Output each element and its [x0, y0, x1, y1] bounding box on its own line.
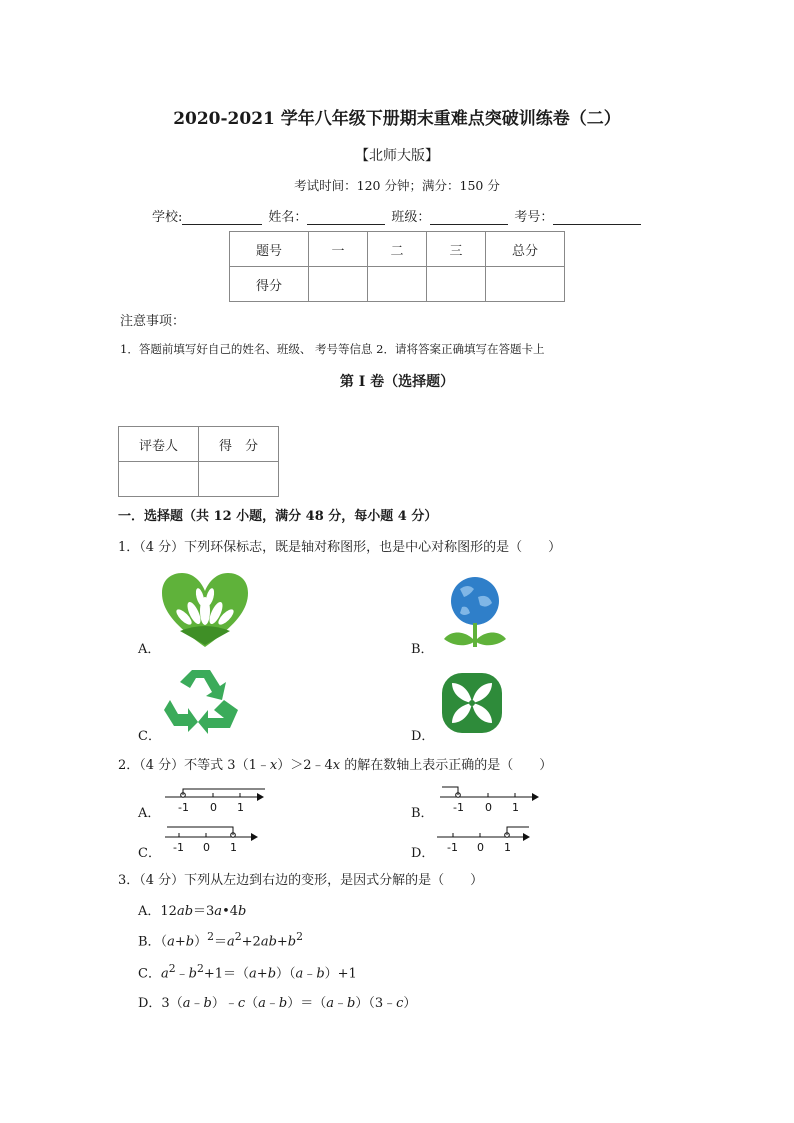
tick-label: 0 — [477, 841, 484, 853]
tick-label: 0 — [210, 801, 217, 813]
grader-cell[interactable] — [119, 462, 199, 497]
score-header-cell: 总分 — [486, 232, 565, 267]
number-line-b — [440, 785, 540, 813]
q3-d-var: a — [258, 996, 266, 1011]
q3-a-var: a — [214, 904, 223, 919]
q3-c-part: ﹣ — [175, 966, 189, 982]
q2-option-d-label: D． — [411, 846, 435, 861]
score-row-label: 得分 — [230, 267, 309, 302]
q3-option-b — [138, 930, 303, 949]
question-3-stem: 3．（4 分）下列从左边到右边的变形，是因式分解的是（ ） — [118, 873, 484, 888]
q3-d-part: ﹣ — [334, 996, 348, 1011]
school-label: 学校: — [152, 210, 183, 225]
q3-b-var: b — [287, 934, 297, 950]
score-header-cell: 二 — [368, 232, 427, 267]
q3-b-exp: 2 — [207, 930, 214, 943]
tick-label: -1 — [173, 841, 184, 853]
q2-stem-var: x — [269, 758, 278, 773]
q3-b-var: b — [185, 934, 195, 950]
q2-option-b-label: B． — [411, 806, 434, 821]
four-leaf-icon — [440, 671, 504, 735]
name-blank[interactable] — [307, 211, 385, 225]
leaf-heart-icon — [160, 571, 250, 649]
name-label: 姓名： — [268, 210, 308, 225]
tick-label: 0 — [203, 841, 210, 853]
question-1-stem: 1．（4 分）下列环保标志，既是轴对称图形，也是中心对称图形的是（ ） — [118, 540, 562, 555]
q3-b-var: ab — [260, 934, 277, 950]
q3-d-part: ）﹣ — [211, 996, 238, 1011]
q3-d-part: ﹣ — [190, 996, 204, 1011]
q3-c-part: ）+1 — [324, 966, 357, 982]
q3-b-var: a — [167, 934, 175, 950]
score-header-cell: 一 — [309, 232, 368, 267]
q3-option-a — [138, 900, 246, 919]
recycle-icon — [162, 666, 242, 736]
question-2-stem — [118, 754, 552, 773]
q3-d-part: D．3（ — [138, 996, 183, 1011]
q2-stem-part: ）＞2﹣4 — [277, 758, 333, 773]
q3-b-part: B．（ — [138, 934, 168, 950]
q3-c-exp: 2 — [196, 962, 204, 975]
q3-option-c — [138, 962, 357, 981]
time-info: 考试时间：120 分钟；满分：150 分 — [294, 178, 500, 193]
edition-label: 【北师大版】 — [355, 148, 439, 164]
q3-b-part: ＝ — [213, 934, 227, 950]
notes-title: 注意事项： — [120, 314, 186, 329]
student-info-line — [152, 206, 641, 225]
q2-option-a-label: A． — [138, 806, 161, 821]
tick-label: 1 — [512, 801, 519, 813]
q3-d-part: ）＝（ — [287, 996, 327, 1011]
school-blank[interactable] — [182, 211, 262, 225]
tick-label: 1 — [230, 841, 237, 853]
q3-b-part: ） — [194, 934, 208, 950]
q3-d-part: ）（3﹣ — [355, 996, 397, 1011]
q3-c-exp: 2 — [168, 962, 176, 975]
q2-option-c-label: C． — [138, 846, 161, 861]
number-line-d — [437, 825, 532, 853]
q3-a-part: A．12 — [138, 904, 177, 919]
score-cell[interactable] — [427, 267, 486, 302]
q3-d-var: b — [278, 996, 288, 1011]
exam-title: 2020-2021 学年八年级下册期末重难点突破训练卷（二） — [173, 109, 621, 129]
exam-number-label: 考号： — [514, 210, 554, 225]
q3-c-part: C． — [138, 966, 161, 982]
q3-d-var: a — [182, 996, 191, 1011]
q3-a-part: ＝3 — [193, 904, 215, 919]
q2-stem-var: x — [332, 758, 341, 773]
score-header-cell: 题号 — [230, 232, 309, 267]
q2-stem-part: 的解在数轴上表示正确的是（ ） — [340, 758, 553, 773]
q3-c-part: ）（ — [276, 966, 296, 982]
tick-label: 1 — [504, 841, 511, 853]
tick-label: -1 — [178, 801, 189, 813]
tick-label: 1 — [237, 801, 244, 813]
score-header-cell: 三 — [427, 232, 486, 267]
q3-b-part: +2 — [241, 934, 261, 950]
grader-header-cell: 评卷人 — [119, 427, 199, 462]
q3-c-var: a — [295, 966, 304, 982]
grader-header-cell: 得 分 — [199, 427, 279, 462]
q3-b-exp: 2 — [234, 930, 242, 943]
notes-body: 1．答题前填写好自己的姓名、班级、 考号等信息 2．请将答案正确填写在答题卡上 — [120, 342, 545, 356]
q1-option-c-label: C． — [138, 729, 161, 744]
grader-cell[interactable] — [199, 462, 279, 497]
score-cell[interactable] — [368, 267, 427, 302]
tick-label: -1 — [453, 801, 464, 813]
globe-sprout-icon — [440, 575, 510, 651]
score-cell[interactable] — [486, 267, 565, 302]
q3-a-var: b — [238, 904, 247, 919]
q3-c-var: b — [316, 966, 325, 982]
q3-a-part: •4 — [222, 904, 239, 919]
q3-c-part: + — [256, 966, 268, 982]
score-cell[interactable] — [309, 267, 368, 302]
tick-label: -1 — [447, 841, 458, 853]
q3-b-part: + — [276, 934, 288, 950]
grader-table — [118, 426, 279, 497]
q3-c-part: +1＝（ — [203, 966, 250, 982]
tick-label: 0 — [485, 801, 492, 813]
q3-a-var: ab — [176, 904, 194, 919]
q3-c-var: a — [160, 966, 169, 982]
q1-option-a-label: A． — [138, 642, 161, 657]
q3-d-part: ） — [403, 996, 417, 1011]
q3-b-exp: 2 — [296, 930, 304, 943]
number-line-c — [165, 825, 260, 853]
q3-d-var: b — [203, 996, 212, 1011]
number-line-a — [165, 785, 265, 813]
section-title: 第 I 卷（选择题） — [339, 374, 455, 390]
score-table — [229, 231, 565, 302]
q3-d-var: a — [326, 996, 335, 1011]
class-label: 班级： — [391, 210, 431, 225]
q3-d-part: ﹣ — [265, 996, 279, 1011]
q3-d-part: （ — [245, 996, 259, 1011]
exam-number-blank[interactable] — [553, 211, 641, 225]
q3-b-part: + — [174, 934, 186, 950]
q3-d-var: c — [396, 996, 404, 1011]
q3-c-var: b — [188, 966, 197, 982]
q2-stem-part: 2．（4 分）不等式 3（1﹣ — [118, 758, 270, 773]
q3-c-var: a — [249, 966, 257, 982]
q3-c-var: b — [267, 966, 277, 982]
q3-d-var: b — [347, 996, 356, 1011]
part-one-heading: 一．选择题（共 12 小题，满分 48 分，每小题 4 分） — [118, 509, 438, 524]
q1-option-b-label: B． — [411, 642, 434, 657]
class-blank[interactable] — [430, 211, 508, 225]
q3-c-part: ﹣ — [303, 966, 317, 982]
q3-option-d — [138, 992, 416, 1011]
q1-option-d-label: D． — [411, 729, 435, 744]
q3-d-var: c — [237, 996, 246, 1011]
q3-b-var: a — [226, 934, 235, 950]
